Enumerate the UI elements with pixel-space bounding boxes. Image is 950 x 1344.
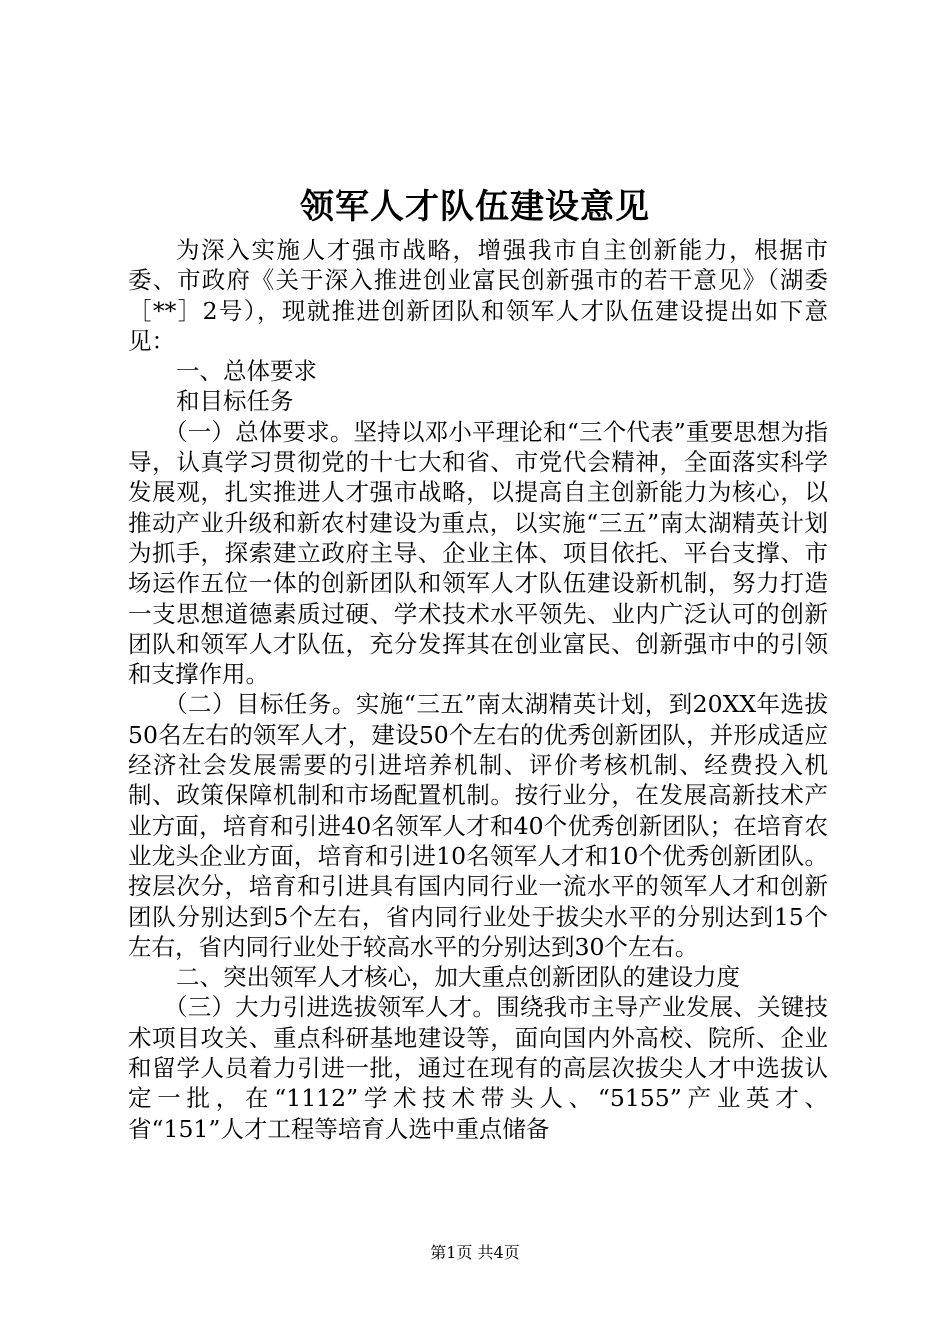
- section-heading-1-continued: 和目标任务: [176, 387, 294, 416]
- document-title: 领军人才队伍建设意见: [300, 187, 650, 227]
- paragraph-introduce-leaders: （三）大力引进选拔领军人才。围绕我市主导产业发展、关键技术项目攻关、重点科研基地建设等，面向国内外高校、院所、企业和留学人员着力引进一批，通过在现有的高层次拔尖人才中选拔认定一批，在“1112”学术技术带头人、“5155”产业英才、省“151”人才工程等培育人选中重点储备: [128, 993, 828, 1143]
- section-heading-1: 一、总体要求: [176, 357, 317, 386]
- paragraph-general-requirements: （一）总体要求。坚持以邓小平理论和“三个代表”重要思想为指导，认真学习贯彻党的十七大和省、市党代会精神，全面落实科学发展观，扎实推进人才强市战略，以提高自主创新能力为核心，以推动产业升级和新农村建设为重点，以实施“三五”南太湖精英计划为抓手，探索建立政府主导、企业主体、项目依托、平台支撑、市场运作五位一体的创新团队和领军人才队伍建设新机制，努力打造一支思想道德素质过硬、学术技术水平领先、业内广泛认可的创新团队和领军人才队伍，充分发挥其在创业富民、创新强市中的引领和支撑作用。: [128, 417, 828, 689]
- paragraph-target-tasks: （二）目标任务。实施“三五”南太湖精英计划，到20XX年选拔50名左右的领军人才，建设50个左右的优秀创新团队，并形成适应经济社会发展需要的引进培养机制、评价考核机制、经费投入机制、政策保障机制和市场配置机制。按行业分，在发展高新技术产业方面，培育和引进40名领军人才和40个优秀创新团队；在培育农业龙头企业方面，培育和引进10名领军人才和10个优秀创新团队。按层次分，培育和引进具有国内同行业一流水平的领军人才和创新团队分别达到5个左右，省内同行业处于拔尖水平的分别达到15个左右，省内同行业处于较高水平的分别达到30个左右。: [128, 690, 828, 961]
- page-number-footer: 第1页 共4页: [430, 1243, 520, 1262]
- intro-paragraph: 为深入实施人才强市战略，增强我市自主创新能力，根据市委、市政府《关于深入推进创业富民创新强市的若干意见》（湖委［**］2号），现就推进创新团队和领军人才队伍建设提出如下意见：: [128, 236, 828, 355]
- document-body: [128, 235, 828, 1144]
- section-heading-2: 二、突出领军人才核心，加大重点创新团队的建设力度: [176, 963, 740, 992]
